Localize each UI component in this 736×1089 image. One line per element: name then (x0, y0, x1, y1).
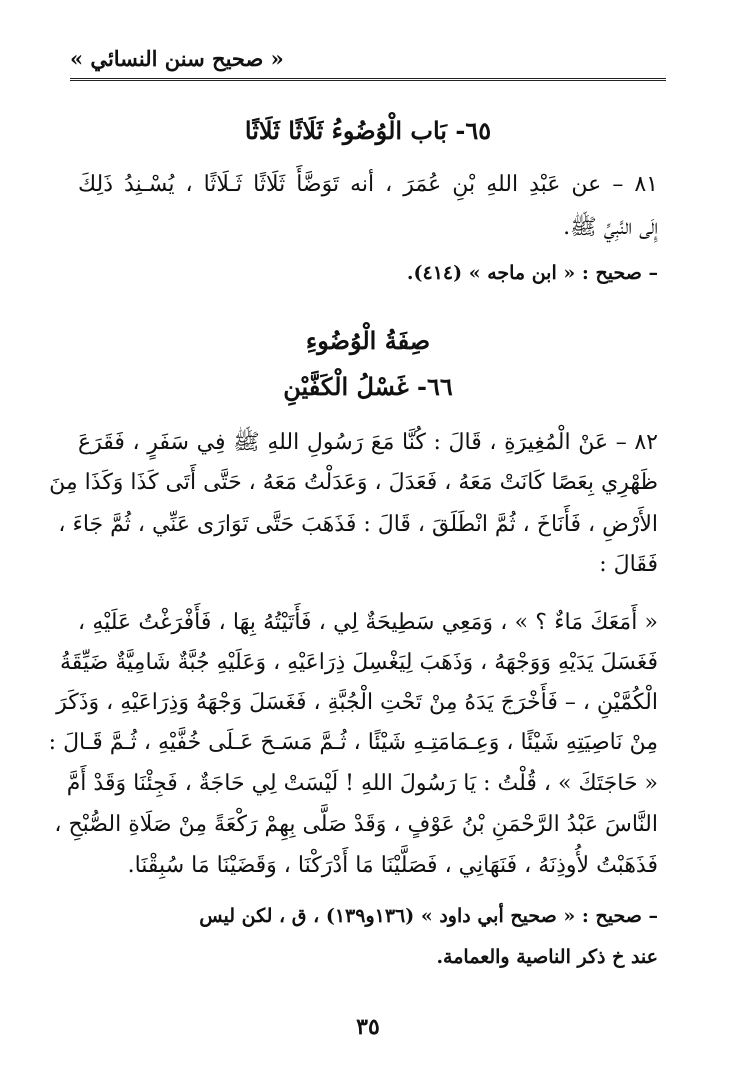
hadith-81-grading: – صحيح : « ابن ماجه » (٤١٤). (406, 262, 658, 284)
hadith-81-line-1: ٨١ – عن عَبْدِ اللهِ بْنِ عُمَرَ ، أنه تَوَضَّأَ ثَلَاثًا ثَـلَاثًا ، يُسْـنِدُ ذَلِكَ (78, 172, 658, 197)
hadith-82-body-line-7: فَذَهَبْتُ لأُوذِنَهُ ، فَنَهَانِي ، فَصَلَّيْنَا مَا أَدْرَكْنَا ، وَقَضَيْنَا مَا سُبِقْنَا. (127, 853, 658, 878)
hadith-81-line-2: إِلَى النَّبِيِّ ﷺ. (563, 215, 658, 240)
book-title: « صحيح سنن النسائي » (70, 46, 284, 71)
hadith-82-grading-line-2: عند خ ذكر الناصية والعمامة. (436, 946, 658, 968)
running-header (70, 42, 666, 81)
hadith-82-body-line-3: الْكُمَّيْنِ ، – فَأَخْرَجَ يَدَهُ مِنْ تَحْتِ الْجُبَّةِ ، فَغَسَلَ وَجْهَهُ وَذِرَاعَيْهِ ، وَذَكَرَ (56, 690, 658, 715)
hadith-82-body-line-2: فَغَسَلَ يَدَيْهِ وَوَجْهَهُ ، وَذَهَبَ لِيَغْسِلَ ذِرَاعَيْهِ ، وَعَلَيْهِ جُبَّةٌ شَامِيَّةٌ ضَيِّقَةُ (60, 650, 658, 675)
hadith-82-body-line-1: « أَمَعَكَ مَاءٌ ؟ » ، وَمَعِي سَطِيحَةٌ لِي ، فَأَتَيْتُهُ بِهَا ، فَأَفْرَغْتُ عَلَيْهِ ، (78, 610, 658, 635)
hadith-82-body-line-4: مِنْ نَاصِيَتِهِ شَيْئًا ، وَعِـمَامَتِـهِ شَيْئًا ، ثُـمَّ مَسَـحَ عَـلَى خُفَّيْهِ ، ثُـمَّ قَـالَ : (48, 730, 658, 755)
page-number: ٣٥ (356, 1014, 380, 1040)
hadith-82-body-line-5: « حَاجَتَكَ » ، قُلْتُ : يَا رَسُولَ اللهِ ! لَيْسَتْ لِي حَاجَةٌ ، فَجِئْنَا وَقَدْ أَمَّ (66, 771, 658, 796)
hadith-82-grading-line-1: – صحيح : « صحيح أبي داود » (١٣٦و١٣٩) ، ق ، لكن ليس (199, 905, 658, 927)
hadith-82-intro-line-1: ٨٢ – عَنْ الْمُغِيرَةِ ، قَالَ : كُنَّا مَعَ رَسُولِ اللهِ ﷺ فِي سَفَرٍ ، فَقَرَعَ (78, 430, 658, 455)
section-65-title: ٦٥- بَاب الْوُضُوءُ ثَلَاثًا ثَلَاثًا (244, 116, 492, 145)
hadith-82-intro-line-2: ظَهْرِي بِعَصًا كَانَتْ مَعَهُ ، فَعَدَلَ ، وَعَدَلْتُ مَعَهُ ، حَتَّى أَتَى كَذَا وَكَذَا مِنَ (49, 470, 658, 495)
hadith-82-intro-line-3: الأَرْضِ ، فَأَنَاخَ ، ثُمَّ انْطَلَقَ ، قَالَ : فَذَهَبَ حَتَّى تَوَارَى عَنِّي ، ثُمَّ جَاءَ ، (58, 512, 658, 537)
chapter-heading: صِفَةُ الْوُضُوءِ (305, 326, 431, 355)
hadith-82-body-line-6: النَّاسَ عَبْدُ الرَّحْمَنِ بْنُ عَوْفٍ ، وَقَدْ صَلَّى بِهِمْ رَكْعَةً مِنْ صَلَاةِ الصُّبْحِ ، (54, 812, 658, 837)
hadith-82-intro-line-4: فَقَالَ : (599, 552, 658, 577)
section-66-title: ٦٦- غَسْلُ الْكَفَّيْنِ (283, 372, 453, 401)
